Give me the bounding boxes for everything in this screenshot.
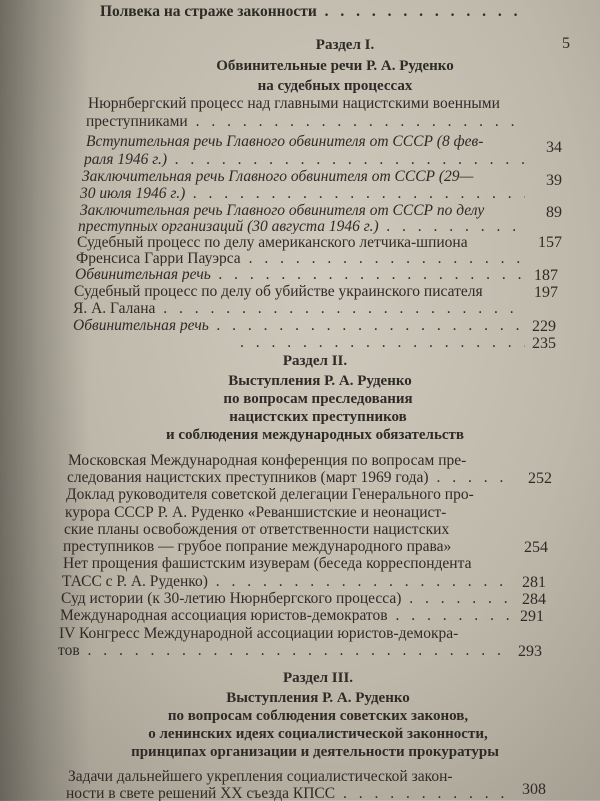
toc-line: Международная ассоциация юристов-демократов . . . [60,608,510,623]
toc-entry-title: Полвека на страже законности [100,4,317,19]
toc-line: Заключительная речь Главного обвинителя от СССР (29— [82,168,474,185]
toc-line: преступников — грубое попрание международного права» [63,538,452,555]
section-title: Выступления Р. А. Руденко [228,373,412,389]
toc-line: Вступительная речь Главного обвинителя от СССР (8 фев- [86,133,484,150]
toc-line: Заключительная речь Главного обвинителя от СССР по делу [80,202,485,219]
toc-leader [240,335,525,350]
toc-line: Судебный процесс по делу об убийстве украинского писателя [74,283,483,300]
page-number: 34 [546,139,562,156]
toc-line: Я. А. Галана . . . [73,301,525,316]
page-number: 291 [520,608,544,625]
toc-line: ские планы освобождения от ответственности нацистских [64,521,450,538]
toc-line: Обвинительная речь . . . [75,267,525,282]
toc-entry-intro [100,4,530,19]
toc-line: Нюрнбергский процесс над главными нацистскими военными [88,95,500,112]
toc-line: Френсиса Гарри Пауэрса . . . [76,251,525,266]
section-title: по вопросам преследования [223,391,413,407]
page-number: 254 [524,539,548,556]
toc-line: следования нацистских преступников (март 1969 года) . . . [67,470,510,485]
page-number: 157 [538,234,562,251]
section-label: Раздел I. [315,37,375,53]
toc-line: преступных организаций (30 августа 1946 г.) . . . [78,219,525,234]
page-number: 235 [532,335,556,352]
toc-line: Судебный процесс по делу американского летчика-шпиона [77,234,468,251]
toc-line: раля 1946 г.) . . . [84,152,525,167]
page-number: 197 [534,284,558,301]
page-number: 284 [522,591,546,608]
toc-line: ности в свете решений XX съезда КПСС . . . [66,786,510,801]
page-number: 252 [528,470,552,487]
section-title: Обвинительные речи Р. А. Руденко [216,58,454,74]
section-title: принципах организации и деятельности прокуратуры [131,744,499,760]
page-number: 39 [546,172,562,189]
toc-line: ТАСС с Р. А. Руденко) . . . [62,574,510,589]
toc-line: Нет прощения фашистским изуверам (беседа корреспондента [63,555,472,572]
page-number: 293 [518,643,542,660]
toc-line: Задачи дальнейшего укрепления социалистической закон- [68,768,453,785]
toc-line: курора СССР Р. А. Руденко «Реваншистские и неонацист- [65,504,447,521]
toc-line: тов . . . [58,643,510,658]
toc-line: Обвинительная речь . . . [73,318,525,333]
toc-line: IV Конгресс Международной ассоциации юристов-демокра- [59,625,459,642]
page-number: 281 [522,574,546,591]
section-title: и соблюдения международных обязательств [165,427,465,443]
toc-line: Московская Международная конференция по вопросам пре- [68,452,467,469]
toc-line: преступниками . . . [86,114,525,129]
page-number: 308 [522,781,546,798]
section-title: по вопросам соблюдения советских законов, [167,708,469,724]
section-title: нацистских преступников [229,409,407,425]
section-label: Раздел III. [282,670,354,686]
section-title: о ленинских идеях социалистической законности, [148,726,488,742]
page-number: 5 [562,35,570,52]
toc-line: 30 июля 1946 г.) . . . [80,186,525,201]
section-title: Выступления Р. А. Руденко [226,690,410,706]
section-title: на судебных процессах [257,78,413,94]
page-number: 89 [546,204,562,221]
toc-line: Доклад руководителя советской делегации Генерального про- [66,486,474,503]
toc-line: Суд истории (к 30-летию Нюрнбергского процесса) . . . [61,591,510,606]
page-number: 187 [534,267,558,284]
page-number: 229 [532,318,556,335]
section-label: Раздел II. [282,353,348,369]
